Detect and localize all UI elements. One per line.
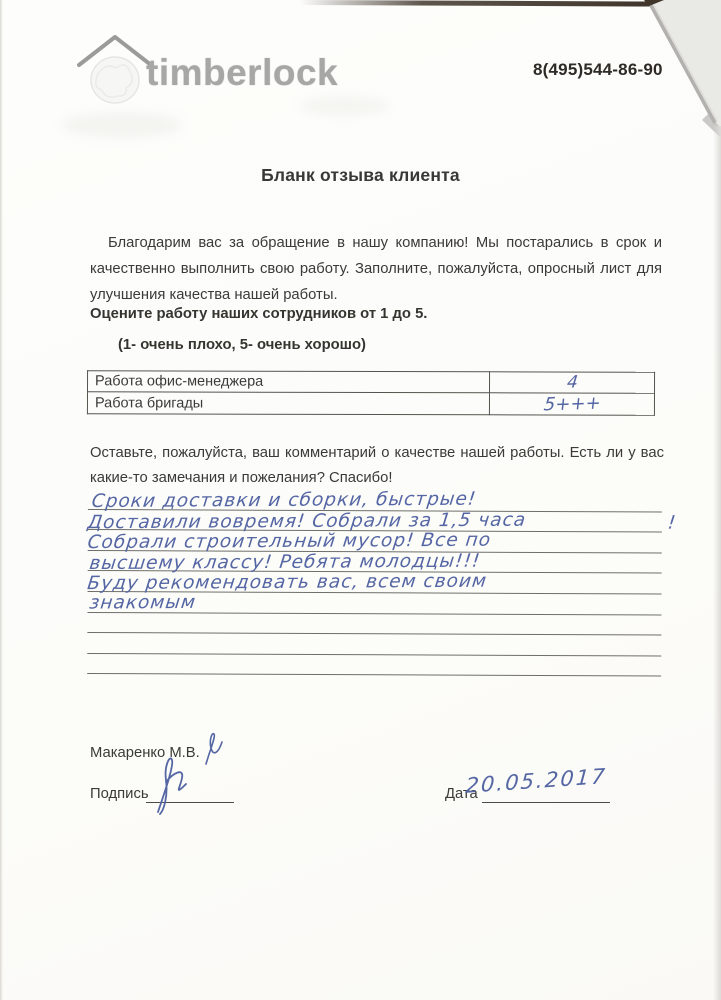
rating-table	[87, 370, 655, 415]
handwritten-date: 20.05.2017	[464, 764, 608, 798]
house-logo-icon	[76, 34, 154, 110]
scan-left-edge	[0, 0, 3, 1000]
handwritten-exclamation: !	[666, 512, 678, 534]
client-name: Макаренко М.В.	[90, 745, 200, 761]
ruled-line	[88, 530, 662, 553]
handwritten-score: 5+++	[542, 392, 602, 416]
ruled-line	[87, 633, 661, 656]
scan-smudge	[62, 112, 182, 138]
logo-wordmark: timberlock	[146, 52, 339, 93]
handwritten-score: 4	[565, 372, 579, 393]
handwritten-comment: высшему классу! Ребята молодцы!!!	[88, 550, 482, 574]
ruled-line	[87, 592, 661, 615]
scan-top-edge	[300, 0, 652, 7]
rating-row-label: Работа бригады	[87, 392, 489, 415]
intro-paragraph: Благодарим вас за обращение в нашу компанию! Мы постарались в срок и качественно выполнить свою работу. Заполните, пожалуйста, опросный лист для улучшения качества нашей работы.	[90, 235, 662, 303]
ruled-line	[88, 489, 662, 512]
form-title: Бланк отзыва клиента	[261, 165, 460, 185]
comment-lines	[86, 488, 678, 677]
date-label: Дата	[445, 786, 478, 802]
rating-row-value	[489, 393, 654, 415]
handwritten-comment: Собрали строительный мусор! Все по	[86, 529, 493, 554]
signature-label: Подпись	[90, 786, 149, 802]
ruled-line	[87, 654, 661, 677]
rating-row-value	[490, 372, 655, 393]
rating-instruction: Оцените работу наших сотрудников от 1 до 5.	[90, 306, 428, 322]
ruled-line	[87, 613, 661, 636]
phone-number: 8(495)544-86-90	[533, 60, 663, 79]
table-row	[88, 371, 655, 393]
handwritten-comment: Буду рекомендовать вас, всем своим	[86, 571, 489, 595]
company-logo	[76, 34, 366, 110]
handwritten-comment: Доставили вовремя! Собрали за 1,5 часа	[86, 509, 528, 533]
ruled-line	[86, 509, 678, 534]
scan-right-edge	[713, 126, 721, 1000]
rating-scale-note: (1- очень плохо, 5- очень хорошо)	[118, 337, 366, 353]
table-row	[87, 392, 654, 415]
ruled-line	[88, 571, 662, 594]
rating-row-label: Работа офис-менеджера	[88, 371, 490, 393]
comment-prompt: Оставьте, пожалуйста, ваш комментарий о качестве нашей работы. Есть ли у вас какие-то замечания и пожелания? Спасибо!	[90, 445, 664, 486]
handwritten-comment: знакомым	[88, 591, 198, 614]
handwritten-comment: Сроки доставки и сборки, быстрые!	[90, 488, 478, 513]
signature-stroke	[140, 752, 220, 816]
date-line	[482, 802, 610, 803]
